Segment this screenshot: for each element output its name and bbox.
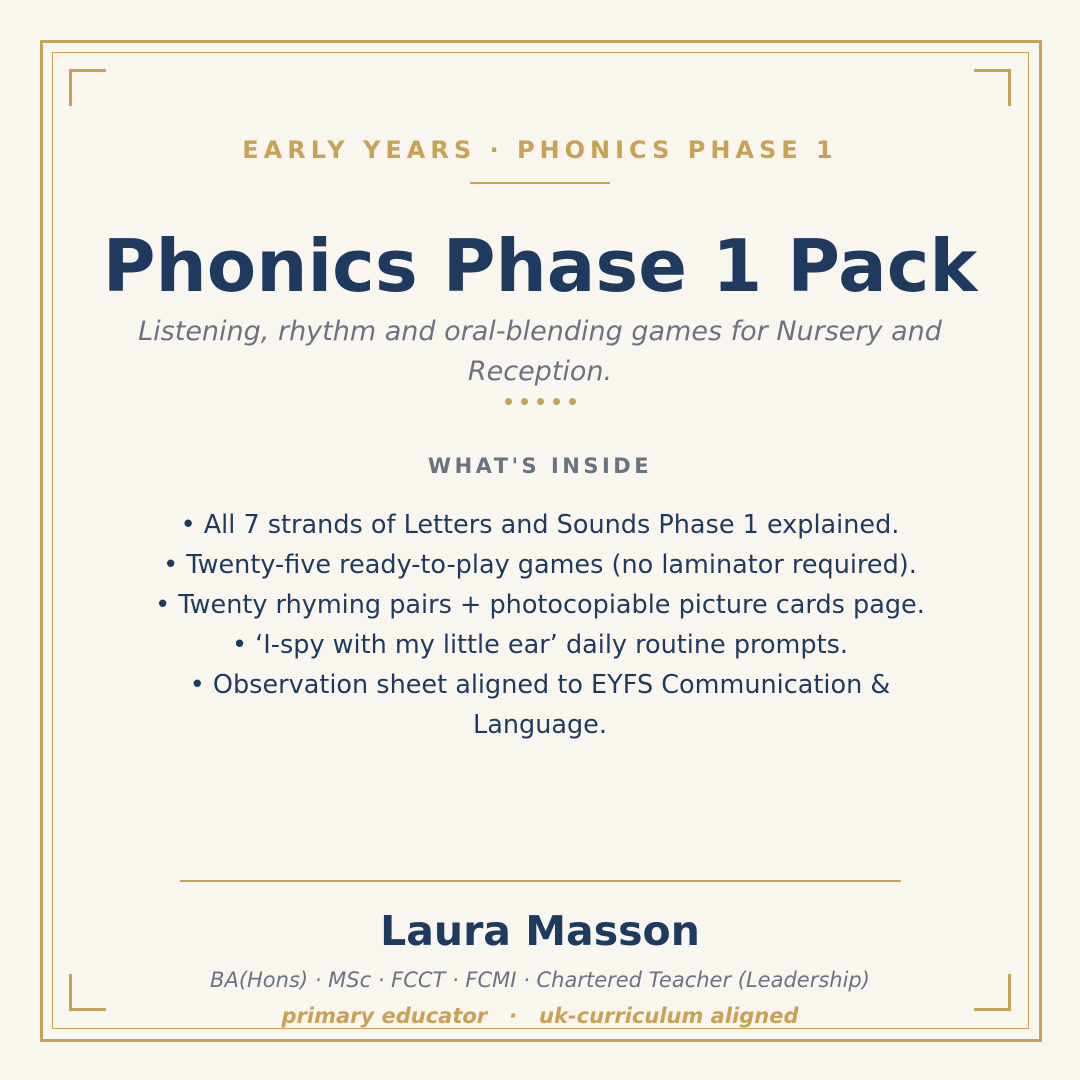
section-heading-whats-inside: WHAT'S INSIDE: [427, 454, 653, 478]
page-title: Phonics Phase 1 Pack: [102, 224, 978, 308]
corner-ornament-top-left: [69, 69, 106, 106]
divider-dot: [505, 398, 512, 405]
divider-dot: [521, 398, 528, 405]
divider-dot: [537, 398, 544, 405]
divider-dot: [553, 398, 560, 405]
corner-ornament-top-right: [974, 69, 1011, 106]
page-subtitle: Listening, rhythm and oral-blending games for Nursery and Reception.: [138, 316, 942, 387]
feature-item: • Observation sheet aligned to EYFS Communication & Language.: [189, 670, 891, 740]
author-credentials: BA(Hons) · MSc · FCCT · FCMI · Chartered Teacher (Leadership): [210, 968, 870, 992]
dot-divider: [0, 398, 1080, 405]
feature-item: • All 7 strands of Letters and Sounds Phase 1 explained.: [180, 510, 900, 540]
divider-dot: [569, 398, 576, 405]
eyebrow-label: EARLY YEARS · PHONICS PHASE 1: [242, 136, 838, 164]
eyebrow-divider: [470, 182, 610, 184]
feature-item: • Twenty rhyming pairs + photocopiable picture cards page.: [155, 590, 925, 620]
footer-divider: [180, 880, 901, 882]
feature-list: [130, 505, 950, 745]
feature-item: • ‘I-spy with my little ear’ daily routine prompts.: [232, 630, 848, 660]
feature-item: • Twenty-five ready-to-play games (no laminator required).: [163, 550, 917, 580]
author-tagline: primary educator · uk-curriculum aligned: [281, 1004, 799, 1028]
author-name: Laura Masson: [380, 907, 700, 955]
